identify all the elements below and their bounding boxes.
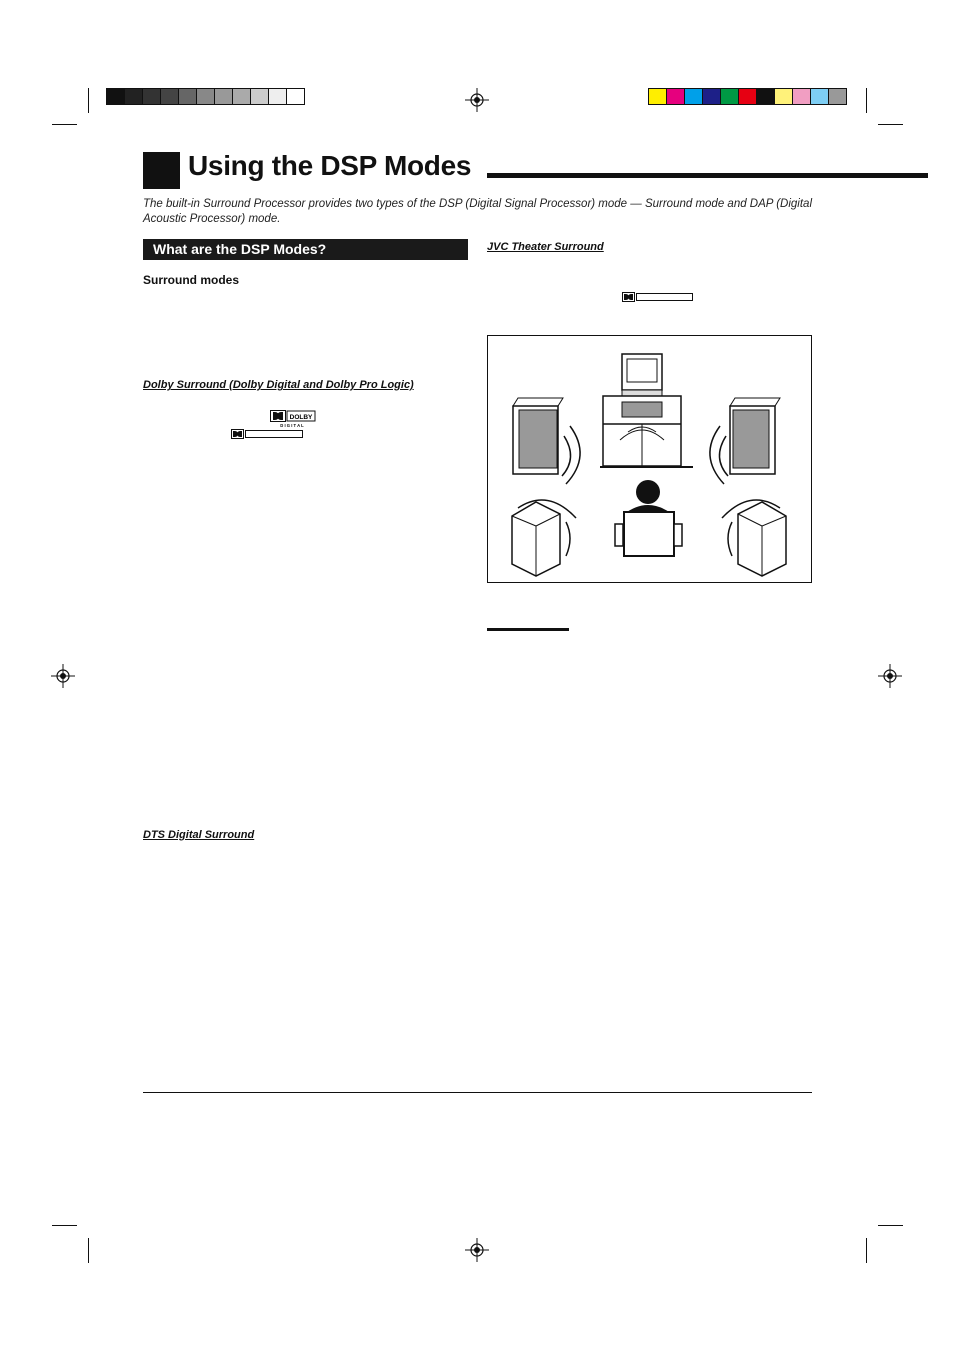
- front-left-speaker-icon: [513, 398, 580, 484]
- registration-mark-icon: [465, 88, 489, 112]
- color-swatch: [214, 88, 233, 105]
- color-swatch: [286, 88, 305, 105]
- listener-icon: [615, 480, 682, 556]
- crop-mark: [878, 1225, 903, 1226]
- crop-mark: [52, 1225, 77, 1226]
- surround-modes-heading: Surround modes: [143, 273, 240, 287]
- speaker-layout-illustration: [488, 336, 811, 582]
- color-swatch: [106, 88, 125, 105]
- color-swatch: [702, 88, 721, 105]
- color-swatch: [232, 88, 251, 105]
- color-swatch: [196, 88, 215, 105]
- color-swatch: [268, 88, 287, 105]
- color-swatch: [720, 88, 739, 105]
- color-swatch: [124, 88, 143, 105]
- crop-mark: [866, 1238, 867, 1263]
- registration-mark-icon: [878, 664, 902, 688]
- title-rule: [487, 173, 928, 178]
- speaker-layout-diagram: [487, 335, 812, 583]
- dolby-surround-heading: Dolby Surround (Dolby Digital and Dolby Pro Logic): [143, 379, 414, 391]
- crop-mark: [52, 124, 77, 125]
- color-swatch: [142, 88, 161, 105]
- dolby-double-d-icon: [231, 429, 305, 439]
- crop-mark: [866, 88, 867, 113]
- section-heading-bar: [143, 239, 468, 260]
- front-right-speaker-icon: [710, 398, 780, 484]
- section-divider: [487, 628, 569, 631]
- dts-heading: DTS Digital Surround: [143, 829, 255, 841]
- dolby-double-d-icon: [622, 292, 694, 302]
- crop-mark: [878, 124, 903, 125]
- digital-word: D I G I T A L: [280, 423, 304, 428]
- dolby-word: DOLBY: [289, 414, 313, 421]
- rear-right-speaker-icon: [722, 500, 786, 576]
- color-swatch: [828, 88, 847, 105]
- color-swatch: [756, 88, 775, 105]
- crop-mark: [88, 1238, 89, 1263]
- title-block: [143, 152, 180, 189]
- tv-rack-icon: [600, 396, 693, 467]
- registration-mark-icon: [51, 664, 75, 688]
- crop-mark: [88, 88, 89, 113]
- dolby-digital-logo: [270, 410, 318, 428]
- color-swatch: [810, 88, 829, 105]
- jvc-theater-surround-heading: JVC Theater Surround: [487, 241, 604, 253]
- page-title: Using the DSP Modes: [188, 150, 472, 181]
- color-swatch: [648, 88, 667, 105]
- tv-icon: [622, 354, 662, 396]
- registration-mark-icon: [465, 1238, 489, 1262]
- color-swatch: [160, 88, 179, 105]
- color-swatch: [666, 88, 685, 105]
- color-swatch: [178, 88, 197, 105]
- footer-rule: [143, 1092, 812, 1093]
- color-swatch: [684, 88, 703, 105]
- rear-left-speaker-icon: [512, 500, 576, 576]
- intro-text: The built-in Surround Processor provides two types of the DSP (Digital Signal Processor) mode — Surround mode and DAP (Digital Acoustic Processor) mode.: [143, 198, 813, 225]
- color-swatch: [792, 88, 811, 105]
- color-swatch: [738, 88, 757, 105]
- section-heading: What are the DSP Modes?: [153, 241, 327, 257]
- color-swatch: [774, 88, 793, 105]
- color-swatch: [250, 88, 269, 105]
